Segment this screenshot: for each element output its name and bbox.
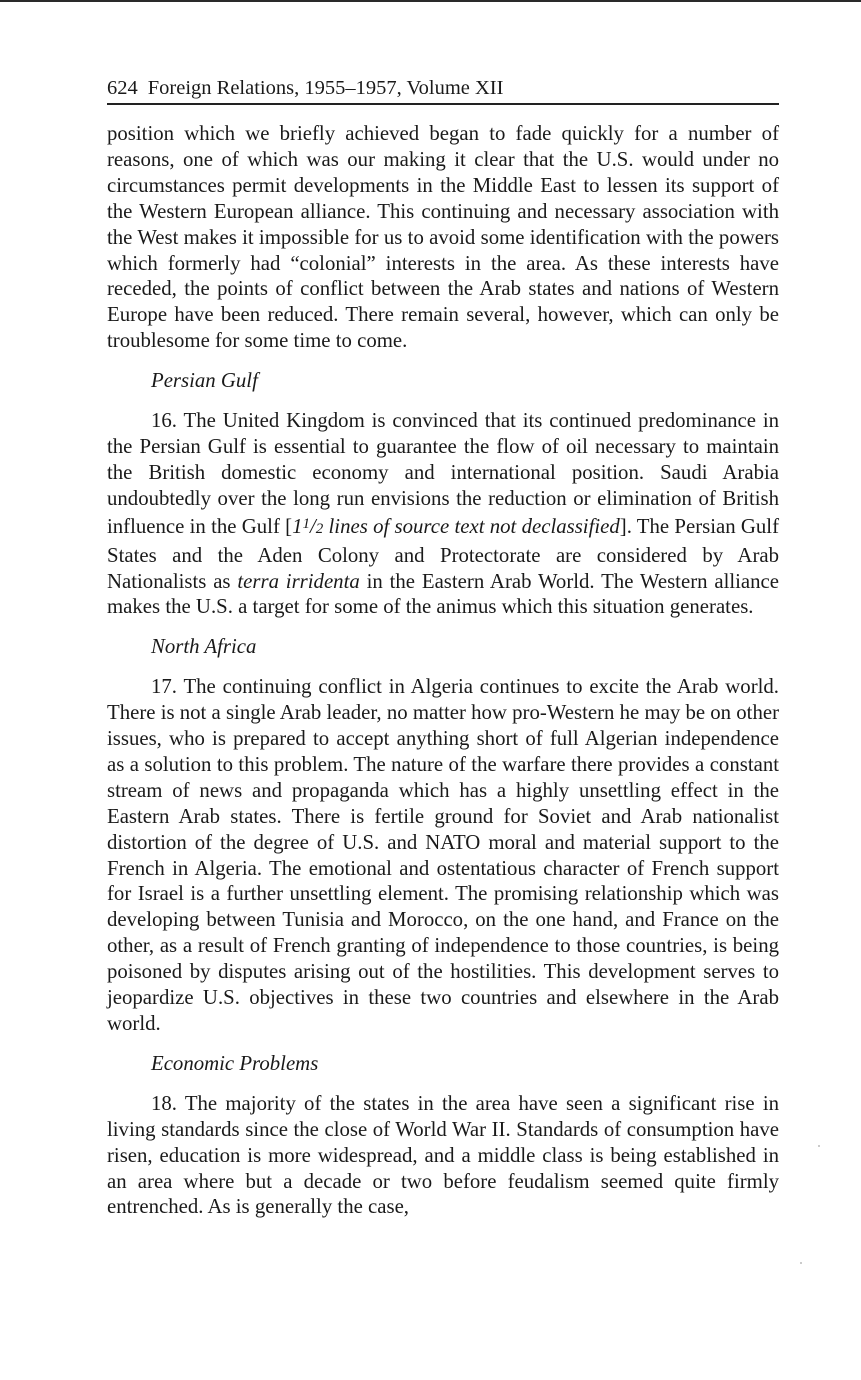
paragraph-17: 17. The continuing conflict in Algeria continues to excite the Arab world. There is not a single Arab leader, no matter how pro-Western he may be on other issues, who is prepared to accept anything short of full Algerian independence as a solution to this problem. The nature of the warfare there provides a constant stream of news and propaganda which has a highly unsettling effect in the Eastern Arab states. There is fertile ground for Soviet and Arab nationalist distortion of the degree of U.S. and NATO moral and material support to the French in Algeria. The emotional and ostentatious character of French support for Israel is a further unsettling element. The promising relationship which was developing between Tunisia and Morocco, on the one hand, and France on the other, as a result of French granting of independence to those countries, is being poisoned by disputes arising out of the hostilities. This development serves to jeopardize U.S. objectives in these two countries and elsewhere in the Arab world. [107,675,780,1035]
section-heading-economic-problems: Economic Problems [151,1051,319,1075]
body-text [107,121,779,1220]
paragraph-16-text-b: ]. The Persian Gulf States and the Aden Colony and Protectorate are considered by Arab Nationalists as [107,514,780,593]
page [107,74,779,1220]
page-number: 624 [107,77,138,99]
editorial-note: lines of source text not declassified [323,514,620,538]
scan-speck [800,1262,802,1264]
running-head [107,74,779,105]
section-heading-north-africa: North Africa [151,635,257,659]
fraction-1-1-2: $1^1/2$ lines of source text not declassified [292,514,620,538]
paragraph-16 [107,408,779,620]
scan-top-edge [0,0,861,2]
paragraph-intro: position which we briefly achieved began to fade quickly for a number of reasons, one of which was our making it clear that the U.S. would under no circumstances permit developments in the Middle East to lessen its support of the Western European alliance. This continuing and necessary association with the West makes it impossible for us to avoid some identification with the powers which formerly had “colonial” interests in the area. As these interests have receded, the points of conflict between the Arab states and nations of Western Europe have been reduced. There remain several, however, which can only be troublesome for some time to come. [107,122,779,353]
paragraph-16-text-a: 16. The United Kingdom is convinced that its continued predominance in the Persian Gulf is essential to guarantee the flow of oil necessary to maintain the British domestic economy and international position. Saudi Arabia undoubtedly over the long run envisions the reduction or elimination of British influence in the Gulf [ [107,409,779,538]
paragraph-16-text-c: in the Eastern Arab World. The Western alliance makes the U.S. a target for some of the animus which this situation generates. [107,569,780,619]
paragraph-18: 18. The majority of the states in the area have seen a significant rise in living standards since the close of World War II. Standards of consumption have risen, education is more widespread, and a middle class is being established in an area where but a decade or two before feudalism seemed quite firmly entrenched. As is generally the case, [107,1091,779,1219]
scan-speck [818,1145,820,1147]
terra-irridenta: terra irridenta [237,569,360,593]
section-heading-persian-gulf: Persian Gulf [151,369,258,393]
volume-title: Foreign Relations, 1955–1957, Volume XII [147,77,504,99]
